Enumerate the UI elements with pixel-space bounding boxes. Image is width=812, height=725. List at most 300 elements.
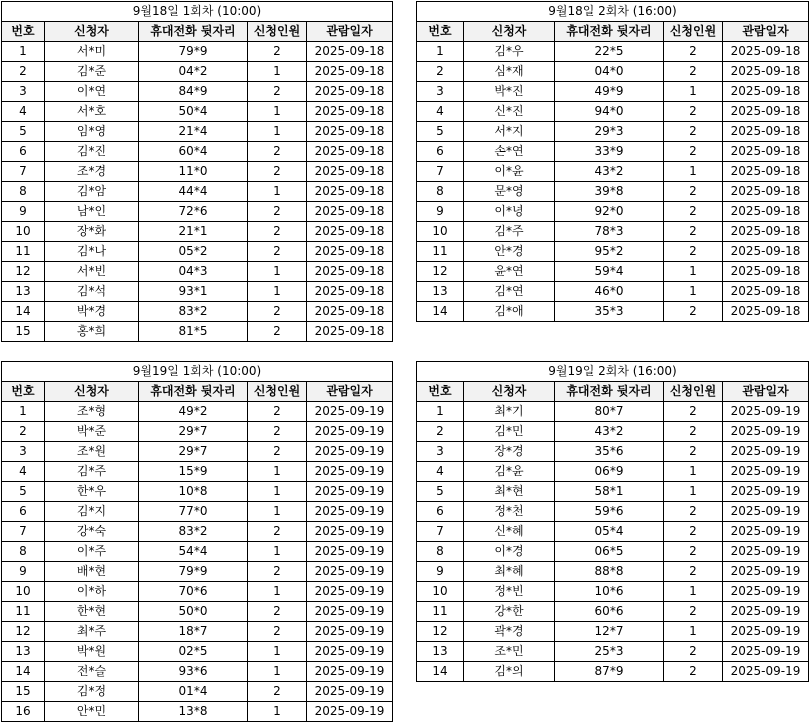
- table-row: [2, 522, 393, 542]
- table-row: [2, 622, 393, 642]
- cell-number: 2: [417, 422, 464, 442]
- cell-phone: 87*9: [555, 662, 664, 682]
- table-row: [417, 582, 809, 602]
- cell-applicant: 김*연: [464, 282, 555, 302]
- cell-number: 13: [417, 282, 464, 302]
- cell-phone: 44*4: [139, 182, 248, 202]
- cell-count: 1: [248, 62, 307, 82]
- cell-date: 2025-09-19: [307, 562, 393, 582]
- cell-date: 2025-09-19: [307, 622, 393, 642]
- table-body: [2, 42, 393, 342]
- table-title: 9월18일 2회차 (16:00): [417, 2, 809, 22]
- cell-count: 2: [664, 242, 723, 262]
- cell-phone: 39*8: [555, 182, 664, 202]
- cell-number: 7: [417, 522, 464, 542]
- cell-phone: 78*3: [555, 222, 664, 242]
- cell-count: 2: [664, 102, 723, 122]
- cell-phone: 11*0: [139, 162, 248, 182]
- cell-date: 2025-09-19: [307, 602, 393, 622]
- cell-phone: 21*4: [139, 122, 248, 142]
- cell-date: 2025-09-18: [723, 262, 809, 282]
- cell-applicant: 손*연: [464, 142, 555, 162]
- cell-date: 2025-09-19: [723, 402, 809, 422]
- cell-phone: 35*3: [555, 302, 664, 322]
- cell-applicant: 박*원: [45, 642, 139, 662]
- table-row: [417, 142, 809, 162]
- cell-date: 2025-09-18: [307, 182, 393, 202]
- table-row: [2, 142, 393, 162]
- col-header-count: 신청인원: [664, 382, 723, 402]
- cell-phone: 92*0: [555, 202, 664, 222]
- cell-count: 2: [248, 402, 307, 422]
- cell-count: 2: [248, 222, 307, 242]
- cell-count: 1: [664, 622, 723, 642]
- cell-number: 13: [2, 642, 45, 662]
- header-row: [2, 382, 393, 402]
- cell-count: 2: [248, 562, 307, 582]
- cell-phone: 01*4: [139, 682, 248, 702]
- cell-phone: 25*3: [555, 642, 664, 662]
- cell-number: 9: [417, 562, 464, 582]
- cell-number: 15: [2, 682, 45, 702]
- table-row: [2, 182, 393, 202]
- cell-count: 2: [248, 522, 307, 542]
- cell-number: 14: [417, 302, 464, 322]
- cell-phone: 50*0: [139, 602, 248, 622]
- cell-date: 2025-09-18: [307, 42, 393, 62]
- cell-number: 13: [417, 642, 464, 662]
- cell-date: 2025-09-18: [307, 262, 393, 282]
- table-row: [417, 642, 809, 662]
- table-row: [417, 42, 809, 62]
- cell-applicant: 김*주: [464, 222, 555, 242]
- table-row: [2, 202, 393, 222]
- cell-phone: 83*2: [139, 522, 248, 542]
- cell-date: 2025-09-19: [307, 702, 393, 722]
- cell-number: 16: [2, 702, 45, 722]
- cell-date: 2025-09-18: [723, 242, 809, 262]
- table-row: [417, 182, 809, 202]
- cell-phone: 06*9: [555, 462, 664, 482]
- table-row: [417, 82, 809, 102]
- cell-phone: 43*2: [555, 162, 664, 182]
- cell-date: 2025-09-18: [307, 82, 393, 102]
- cell-count: 2: [664, 522, 723, 542]
- cell-count: 2: [664, 602, 723, 622]
- cell-applicant: 한*현: [45, 602, 139, 622]
- col-header-number: 번호: [417, 22, 464, 42]
- cell-phone: 81*5: [139, 322, 248, 342]
- cell-count: 2: [664, 62, 723, 82]
- cell-phone: 77*0: [139, 502, 248, 522]
- cell-count: 1: [248, 642, 307, 662]
- table-block-0918-1: [1, 1, 393, 342]
- cell-number: 11: [417, 602, 464, 622]
- table-row: [417, 122, 809, 142]
- cell-number: 8: [2, 182, 45, 202]
- table-row: [2, 642, 393, 662]
- cell-number: 9: [2, 562, 45, 582]
- cell-number: 6: [2, 142, 45, 162]
- col-header-phone: 휴대전화 뒷자리: [139, 22, 248, 42]
- cell-phone: 70*6: [139, 582, 248, 602]
- cell-date: 2025-09-19: [723, 562, 809, 582]
- col-header-number: 번호: [417, 382, 464, 402]
- cell-phone: 35*6: [555, 442, 664, 462]
- cell-date: 2025-09-19: [307, 482, 393, 502]
- cell-date: 2025-09-18: [307, 142, 393, 162]
- col-header-number: 번호: [2, 22, 45, 42]
- cell-phone: 59*4: [555, 262, 664, 282]
- col-header-phone: 휴대전화 뒷자리: [139, 382, 248, 402]
- cell-applicant: 남*인: [45, 202, 139, 222]
- cell-number: 2: [2, 62, 45, 82]
- cell-applicant: 김*암: [45, 182, 139, 202]
- table-row: [2, 682, 393, 702]
- cell-count: 1: [248, 502, 307, 522]
- cell-phone: 79*9: [139, 562, 248, 582]
- cell-count: 2: [664, 122, 723, 142]
- cell-phone: 88*8: [555, 562, 664, 582]
- cell-number: 7: [2, 522, 45, 542]
- cell-applicant: 정*천: [464, 502, 555, 522]
- cell-phone: 93*1: [139, 282, 248, 302]
- table-block-0918-2: [416, 1, 809, 322]
- cell-number: 8: [417, 182, 464, 202]
- cell-number: 1: [2, 402, 45, 422]
- cell-count: 2: [248, 82, 307, 102]
- cell-date: 2025-09-18: [307, 282, 393, 302]
- table-title: 9월19일 1회차 (10:00): [2, 362, 393, 382]
- cell-number: 10: [417, 222, 464, 242]
- cell-count: 2: [248, 442, 307, 462]
- table-row: [417, 442, 809, 462]
- table-row: [2, 242, 393, 262]
- cell-date: 2025-09-18: [307, 242, 393, 262]
- cell-number: 7: [2, 162, 45, 182]
- cell-number: 2: [2, 422, 45, 442]
- cell-date: 2025-09-18: [723, 182, 809, 202]
- cell-date: 2025-09-18: [307, 102, 393, 122]
- table-row: [2, 102, 393, 122]
- cell-date: 2025-09-18: [723, 162, 809, 182]
- table-body: [417, 402, 809, 682]
- cell-count: 2: [664, 42, 723, 62]
- cell-number: 3: [2, 82, 45, 102]
- cell-count: 2: [664, 402, 723, 422]
- cell-count: 1: [664, 282, 723, 302]
- cell-count: 2: [248, 682, 307, 702]
- cell-phone: 72*6: [139, 202, 248, 222]
- cell-date: 2025-09-19: [723, 582, 809, 602]
- cell-number: 7: [417, 162, 464, 182]
- col-header-applicant: 신청자: [464, 22, 555, 42]
- cell-date: 2025-09-19: [723, 502, 809, 522]
- cell-phone: 15*9: [139, 462, 248, 482]
- cell-date: 2025-09-19: [723, 462, 809, 482]
- cell-phone: 13*8: [139, 702, 248, 722]
- table-row: [417, 242, 809, 262]
- cell-count: 1: [248, 662, 307, 682]
- cell-number: 4: [2, 102, 45, 122]
- cell-applicant: 신*혜: [464, 522, 555, 542]
- table-row: [417, 202, 809, 222]
- cell-date: 2025-09-18: [307, 222, 393, 242]
- cell-count: 2: [664, 542, 723, 562]
- table-row: [2, 222, 393, 242]
- cell-date: 2025-09-18: [307, 202, 393, 222]
- cell-count: 2: [248, 162, 307, 182]
- cell-phone: 22*5: [555, 42, 664, 62]
- col-header-date: 관람일자: [307, 382, 393, 402]
- cell-phone: 43*2: [555, 422, 664, 442]
- cell-number: 3: [2, 442, 45, 462]
- cell-date: 2025-09-19: [723, 482, 809, 502]
- cell-number: 15: [2, 322, 45, 342]
- table-row: [417, 62, 809, 82]
- cell-count: 1: [248, 542, 307, 562]
- cell-applicant: 강*숙: [45, 522, 139, 542]
- table-row: [2, 62, 393, 82]
- cell-phone: 49*9: [555, 82, 664, 102]
- cell-number: 5: [2, 122, 45, 142]
- col-header-count: 신청인원: [248, 22, 307, 42]
- cell-phone: 80*7: [555, 402, 664, 422]
- cell-applicant: 최*기: [464, 402, 555, 422]
- cell-number: 12: [417, 262, 464, 282]
- cell-date: 2025-09-18: [723, 42, 809, 62]
- cell-phone: 29*7: [139, 422, 248, 442]
- cell-applicant: 김*윤: [464, 462, 555, 482]
- cell-count: 2: [664, 662, 723, 682]
- cell-phone: 10*6: [555, 582, 664, 602]
- cell-applicant: 이*주: [45, 542, 139, 562]
- cell-applicant: 서*미: [45, 42, 139, 62]
- table-row: [2, 542, 393, 562]
- cell-number: 6: [417, 502, 464, 522]
- schedule-table: [416, 361, 809, 682]
- table-row: [2, 162, 393, 182]
- cell-applicant: 서*빈: [45, 262, 139, 282]
- table-row: [417, 482, 809, 502]
- cell-number: 3: [417, 442, 464, 462]
- cell-date: 2025-09-19: [307, 522, 393, 542]
- col-header-applicant: 신청자: [45, 382, 139, 402]
- cell-phone: 46*0: [555, 282, 664, 302]
- cell-date: 2025-09-19: [307, 462, 393, 482]
- cell-date: 2025-09-18: [723, 282, 809, 302]
- cell-phone: 84*9: [139, 82, 248, 102]
- cell-count: 1: [664, 162, 723, 182]
- cell-phone: 12*7: [555, 622, 664, 642]
- cell-applicant: 서*호: [45, 102, 139, 122]
- cell-applicant: 서*지: [464, 122, 555, 142]
- cell-applicant: 최*현: [464, 482, 555, 502]
- table-body: [2, 402, 393, 722]
- cell-date: 2025-09-19: [723, 662, 809, 682]
- cell-phone: 04*2: [139, 62, 248, 82]
- cell-applicant: 임*영: [45, 122, 139, 142]
- cell-date: 2025-09-19: [723, 442, 809, 462]
- cell-applicant: 홍*희: [45, 322, 139, 342]
- cell-phone: 60*6: [555, 602, 664, 622]
- cell-count: 2: [248, 602, 307, 622]
- cell-date: 2025-09-19: [307, 502, 393, 522]
- table-row: [2, 282, 393, 302]
- cell-count: 1: [664, 482, 723, 502]
- cell-phone: 21*1: [139, 222, 248, 242]
- cell-number: 4: [417, 462, 464, 482]
- cell-date: 2025-09-19: [307, 682, 393, 702]
- cell-phone: 29*7: [139, 442, 248, 462]
- cell-applicant: 김*우: [464, 42, 555, 62]
- cell-count: 2: [664, 642, 723, 662]
- cell-phone: 50*4: [139, 102, 248, 122]
- cell-applicant: 장*화: [45, 222, 139, 242]
- table-row: [417, 162, 809, 182]
- cell-number: 14: [417, 662, 464, 682]
- table-row: [417, 662, 809, 682]
- cell-applicant: 배*현: [45, 562, 139, 582]
- cell-number: 5: [417, 482, 464, 502]
- cell-phone: 02*5: [139, 642, 248, 662]
- table-row: [2, 662, 393, 682]
- cell-date: 2025-09-19: [307, 542, 393, 562]
- col-header-count: 신청인원: [664, 22, 723, 42]
- table-row: [417, 462, 809, 482]
- cell-count: 1: [248, 282, 307, 302]
- table-row: [2, 602, 393, 622]
- col-header-phone: 휴대전화 뒷자리: [555, 382, 664, 402]
- cell-count: 2: [248, 42, 307, 62]
- col-header-date: 관람일자: [723, 22, 809, 42]
- cell-applicant: 신*진: [464, 102, 555, 122]
- cell-date: 2025-09-19: [723, 642, 809, 662]
- table-title: 9월18일 1회차 (10:00): [2, 2, 393, 22]
- cell-phone: 06*5: [555, 542, 664, 562]
- cell-number: 8: [417, 542, 464, 562]
- cell-date: 2025-09-18: [307, 322, 393, 342]
- cell-applicant: 최*주: [45, 622, 139, 642]
- table-row: [2, 322, 393, 342]
- col-header-phone: 휴대전화 뒷자리: [555, 22, 664, 42]
- cell-number: 11: [417, 242, 464, 262]
- cell-count: 2: [664, 202, 723, 222]
- cell-count: 2: [664, 562, 723, 582]
- cell-count: 2: [664, 502, 723, 522]
- table-row: [417, 402, 809, 422]
- cell-date: 2025-09-18: [723, 302, 809, 322]
- table-row: [2, 122, 393, 142]
- cell-applicant: 박*경: [45, 302, 139, 322]
- cell-phone: 94*0: [555, 102, 664, 122]
- cell-phone: 79*9: [139, 42, 248, 62]
- cell-phone: 29*3: [555, 122, 664, 142]
- cell-applicant: 이*윤: [464, 162, 555, 182]
- cell-applicant: 김*정: [45, 682, 139, 702]
- cell-date: 2025-09-19: [307, 442, 393, 462]
- table-row: [417, 522, 809, 542]
- cell-date: 2025-09-19: [723, 602, 809, 622]
- table-row: [417, 102, 809, 122]
- cell-count: 2: [248, 622, 307, 642]
- cell-number: 12: [2, 262, 45, 282]
- table-row: [417, 422, 809, 442]
- cell-number: 10: [2, 582, 45, 602]
- cell-count: 2: [248, 302, 307, 322]
- cell-count: 2: [664, 442, 723, 462]
- cell-date: 2025-09-19: [723, 622, 809, 642]
- cell-count: 1: [248, 102, 307, 122]
- table-block-0919-2: [416, 361, 809, 682]
- cell-count: 1: [248, 582, 307, 602]
- cell-applicant: 김*지: [45, 502, 139, 522]
- cell-count: 1: [248, 262, 307, 282]
- table-row: [2, 402, 393, 422]
- cell-number: 9: [2, 202, 45, 222]
- cell-date: 2025-09-18: [723, 202, 809, 222]
- cell-count: 2: [664, 422, 723, 442]
- cell-count: 1: [664, 82, 723, 102]
- table-body: [417, 42, 809, 322]
- cell-count: 1: [248, 182, 307, 202]
- cell-applicant: 정*빈: [464, 582, 555, 602]
- cell-applicant: 곽*경: [464, 622, 555, 642]
- cell-count: 2: [248, 322, 307, 342]
- cell-phone: 33*9: [555, 142, 664, 162]
- cell-number: 1: [2, 42, 45, 62]
- table-row: [2, 562, 393, 582]
- table-row: [417, 262, 809, 282]
- header-row: [417, 382, 809, 402]
- cell-applicant: 이*녕: [464, 202, 555, 222]
- cell-date: 2025-09-18: [307, 162, 393, 182]
- cell-phone: 10*8: [139, 482, 248, 502]
- table-row: [2, 422, 393, 442]
- schedule-table: [1, 1, 393, 342]
- table-row: [417, 302, 809, 322]
- cell-phone: 04*3: [139, 262, 248, 282]
- col-header-date: 관람일자: [307, 22, 393, 42]
- cell-count: 2: [248, 202, 307, 222]
- cell-date: 2025-09-18: [723, 102, 809, 122]
- cell-number: 6: [2, 502, 45, 522]
- table-row: [2, 82, 393, 102]
- cell-date: 2025-09-19: [723, 522, 809, 542]
- cell-number: 5: [2, 482, 45, 502]
- cell-count: 2: [664, 182, 723, 202]
- cell-date: 2025-09-18: [723, 122, 809, 142]
- cell-count: 1: [248, 122, 307, 142]
- cell-number: 12: [417, 622, 464, 642]
- cell-count: 2: [664, 142, 723, 162]
- cell-number: 1: [417, 42, 464, 62]
- cell-number: 9: [417, 202, 464, 222]
- table-row: [2, 702, 393, 722]
- table-row: [2, 262, 393, 282]
- cell-applicant: 심*재: [464, 62, 555, 82]
- cell-applicant: 조*경: [45, 162, 139, 182]
- table-row: [417, 222, 809, 242]
- cell-number: 3: [417, 82, 464, 102]
- col-header-count: 신청인원: [248, 382, 307, 402]
- cell-applicant: 김*민: [464, 422, 555, 442]
- cell-phone: 60*4: [139, 142, 248, 162]
- cell-date: 2025-09-19: [307, 662, 393, 682]
- cell-number: 10: [2, 222, 45, 242]
- table-title: 9월19일 2회차 (16:00): [417, 362, 809, 382]
- table-row: [417, 622, 809, 642]
